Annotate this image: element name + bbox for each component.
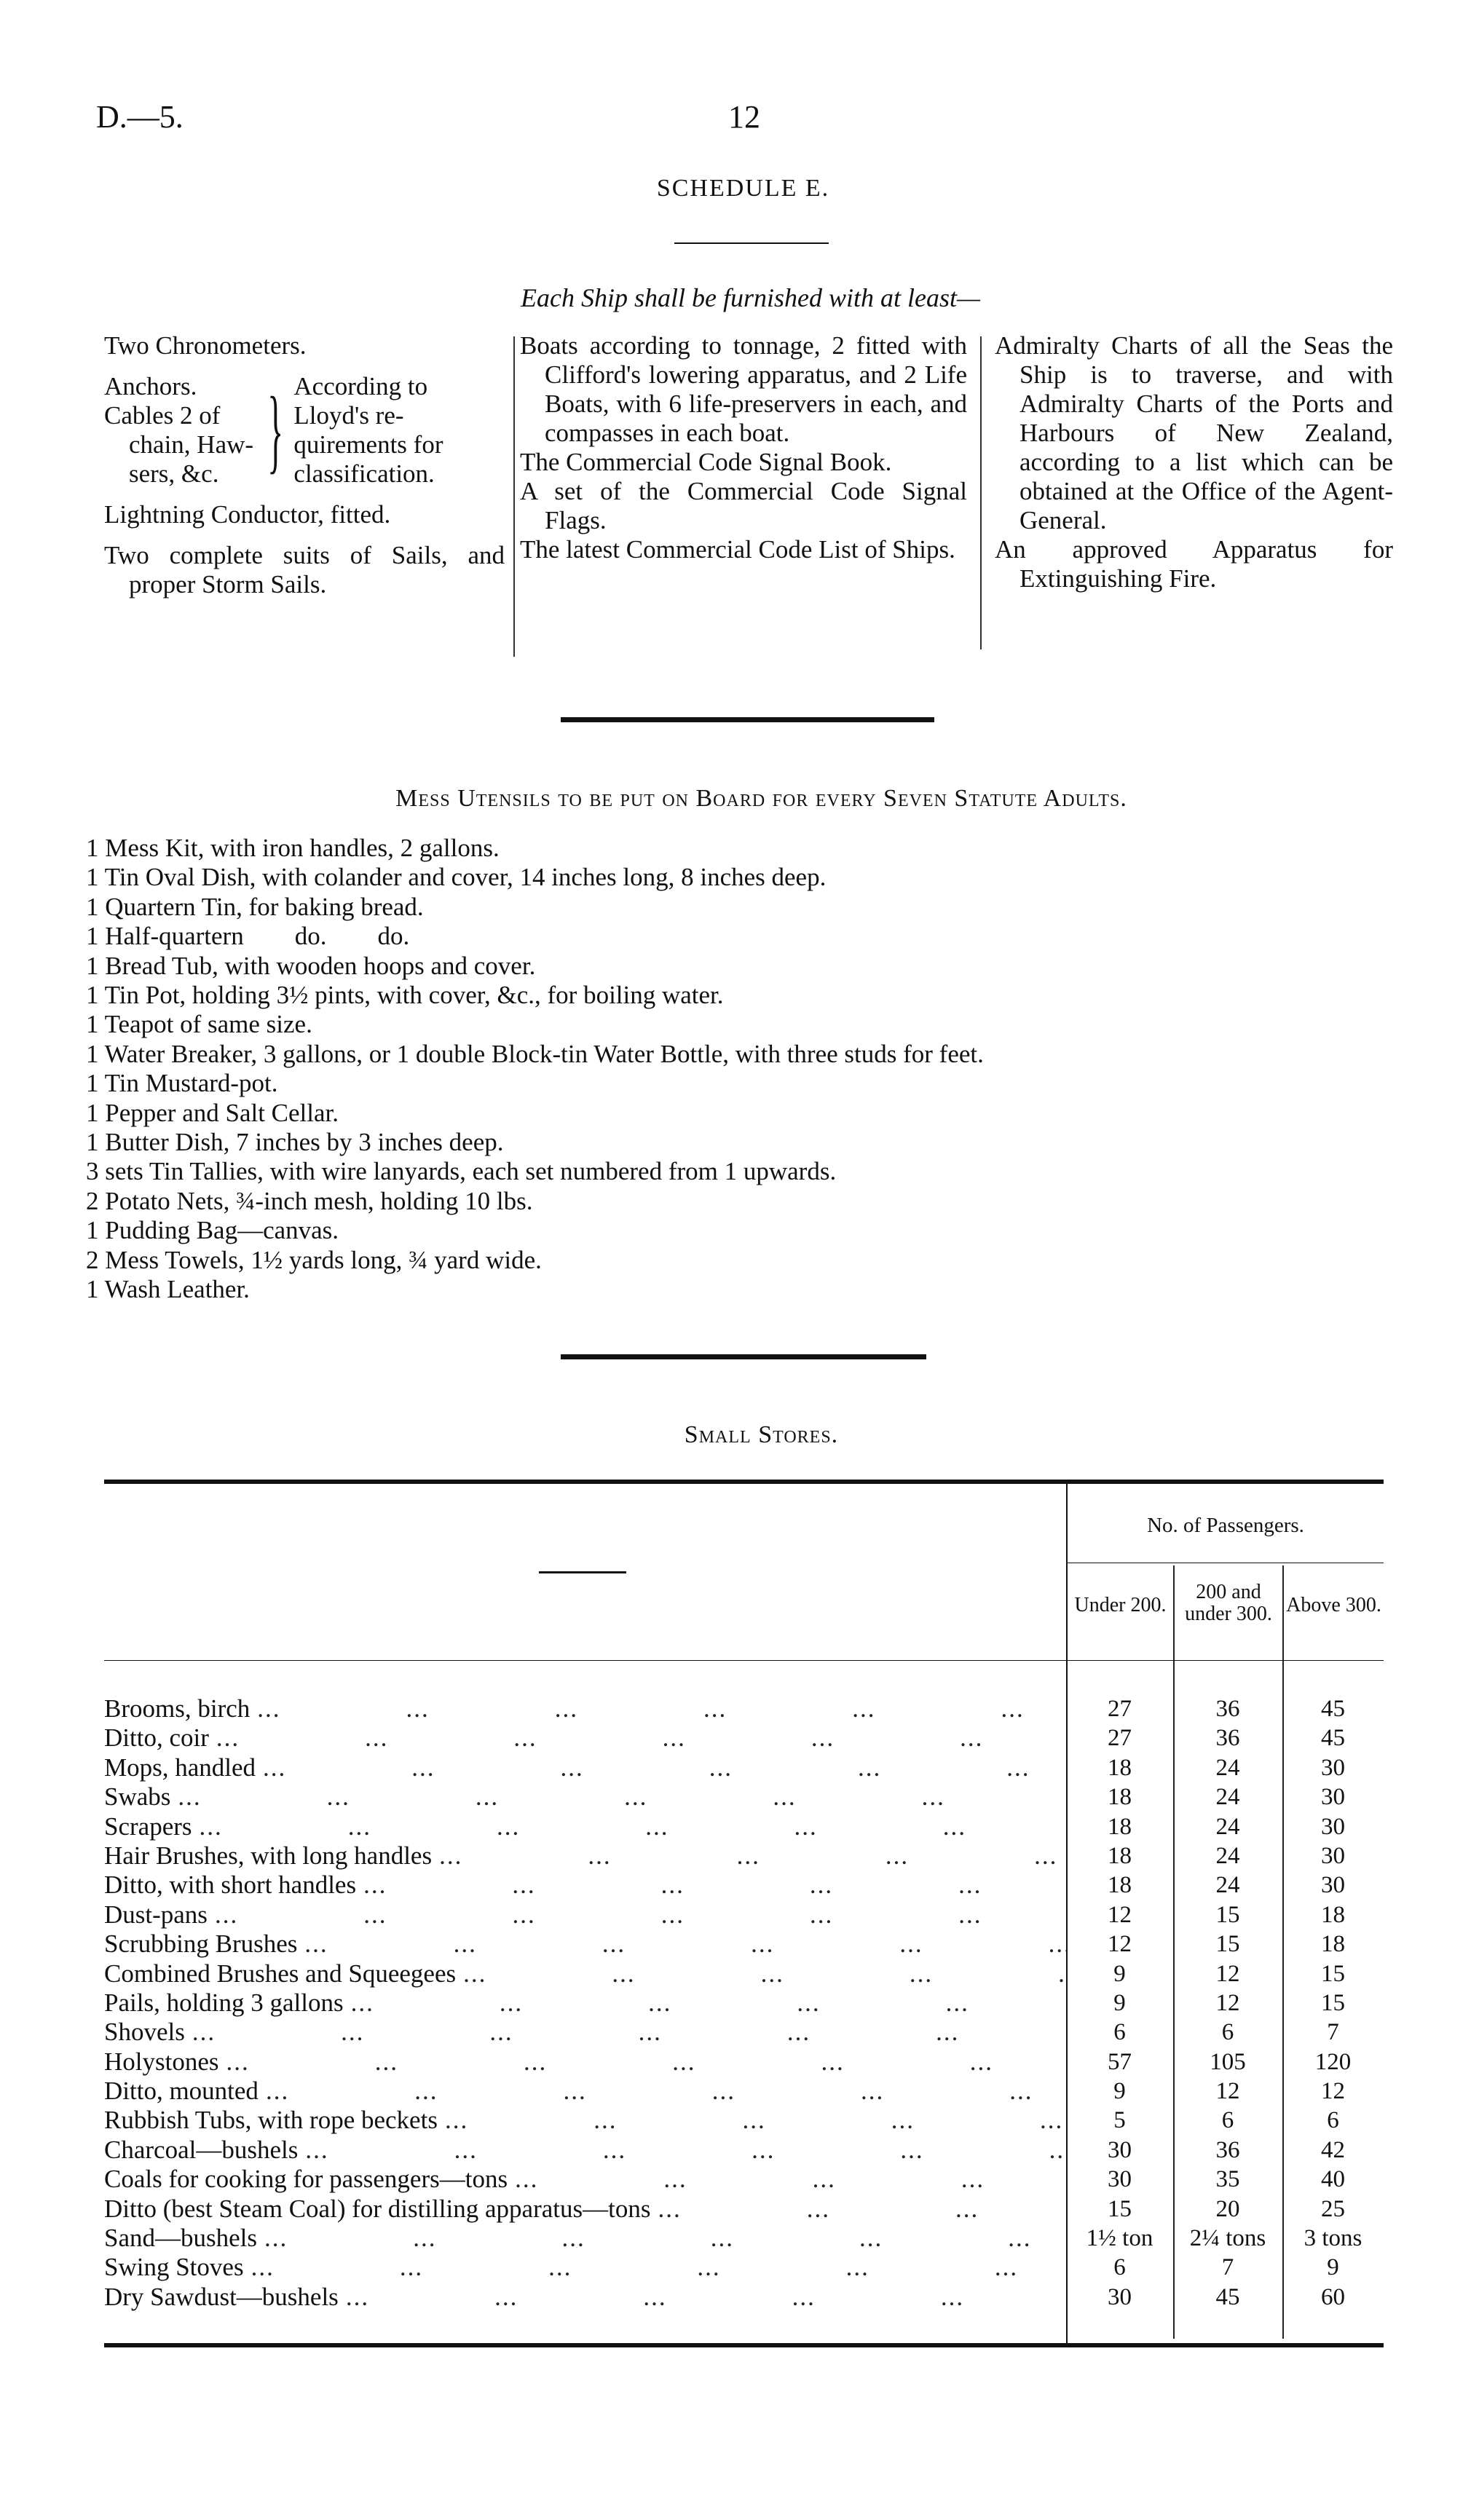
table-row — [104, 2047, 1384, 2077]
quantity-cell: 60 — [1321, 2283, 1345, 2310]
quantity-cell: 1½ ton — [1086, 2225, 1153, 2252]
quantity-cell: 30 — [1108, 2166, 1132, 2193]
quantity-cell: 18 — [1108, 1842, 1132, 1869]
column-header-200-to-300: 200 and under 300. — [1185, 1581, 1272, 1625]
store-item-name: Holystones — [104, 2047, 219, 2076]
quantity-cell: 18 — [1108, 1754, 1132, 1781]
row-label-cell — [104, 2165, 1066, 2194]
store-item-name: Scrubbing Brushes — [104, 1930, 298, 1959]
table-row — [104, 1900, 1384, 1930]
table-row — [104, 1841, 1384, 1871]
store-item-name: Scrapers — [104, 1812, 192, 1841]
row-label-cell — [104, 1782, 1066, 1812]
quantity-cell: 5 — [1113, 2107, 1126, 2134]
row-label-cell — [104, 2047, 1066, 2077]
dot-leader — [356, 1871, 1066, 1900]
header-bottom-rule — [104, 1660, 1384, 1661]
passengers-group-header: No. of Passengers. — [1147, 1514, 1304, 1537]
store-item-name: Dust-pans — [104, 1900, 208, 1929]
store-item-name: Swing Stoves — [104, 2253, 244, 2282]
brace-note-line: quirements for — [293, 430, 443, 459]
quantity-cell: 30 — [1321, 1813, 1345, 1840]
equipment-item: An approved Apparatus for Extinguishing Fire. — [995, 535, 1393, 593]
row-label-cell — [104, 2224, 1066, 2253]
quantity-cell: 45 — [1321, 1725, 1345, 1752]
quantity-cell: 6 — [1327, 2107, 1339, 2134]
quantity-cell: 18 — [1108, 1813, 1132, 1840]
store-item-name: Shovels — [104, 2018, 185, 2047]
quantity-cell: 18 — [1321, 1901, 1345, 1928]
quantity-cell: 6 — [1221, 2107, 1234, 2134]
brace-note-line: classification. — [293, 459, 435, 488]
quantity-cell: 9 — [1113, 1989, 1126, 2016]
equipment-item: Boats according to tonnage, 2 fitted with Clifford's lowering apparatus, and 2 Life Boats, with 6 life-preservers in each, and compasses in each boat. — [520, 331, 967, 447]
table-bottom-rule — [104, 2343, 1384, 2347]
store-item-name: Coals for cooking for passengers—tons — [104, 2165, 508, 2194]
quantity-cell: 12 — [1215, 1989, 1240, 2016]
table-row — [104, 1723, 1384, 1753]
equipment-item: Lightning Conductor, fitted. — [104, 500, 391, 529]
quantity-cell: 18 — [1321, 1931, 1345, 1958]
quantity-cell: 30 — [1321, 1872, 1345, 1899]
row-label-cell — [104, 2136, 1066, 2165]
quantity-cell: 12 — [1215, 1960, 1240, 1987]
mess-utensil-item: 3 sets Tin Tallies, with wire lanyards, each set numbered from 1 upwards. — [86, 1157, 837, 1186]
store-item-name: Charcoal—bushels — [104, 2135, 299, 2164]
quantity-cell: 12 — [1215, 2078, 1240, 2105]
quantity-cell: 12 — [1108, 1931, 1132, 1958]
store-item-name: Mops, handled — [104, 1753, 256, 1782]
table-row — [104, 2283, 1384, 2312]
table-row — [104, 2136, 1384, 2165]
quantity-cell: 120 — [1314, 2048, 1352, 2075]
dot-leader — [219, 2047, 1067, 2077]
quantity-cell: 30 — [1321, 1754, 1345, 1781]
store-item-name: Pails, holding 3 gallons — [104, 1988, 344, 2017]
quantity-cell: 36 — [1215, 2136, 1240, 2163]
brace-note-line: According to — [293, 372, 428, 400]
anchors-cables-group — [104, 372, 505, 489]
divider — [674, 242, 829, 244]
row-label-cell — [104, 1988, 1066, 2018]
table-row — [104, 1694, 1384, 1723]
equipment-item: Anchors. — [104, 372, 197, 400]
mess-utensil-item: 2 Potato Nets, ¾-inch mesh, holding 10 lbs. — [86, 1186, 533, 1215]
mess-utensil-item: 1 Water Breaker, 3 gallons, or 1 double Block-tin Water Bottle, with three studs for feet. — [86, 1039, 984, 1068]
small-stores-table-body — [104, 1694, 1384, 2312]
table-row — [104, 2106, 1384, 2135]
table-row — [104, 1753, 1384, 1782]
dot-leader — [208, 1900, 1066, 1930]
dot-leader — [256, 1753, 1066, 1782]
quantity-cell: 15 — [1215, 1931, 1240, 1958]
quantity-cell: 12 — [1321, 2078, 1345, 2105]
quantity-cell: 45 — [1215, 2283, 1240, 2310]
mess-utensil-item: 2 Mess Towels, 1½ yards long, ¾ yard wide. — [86, 1245, 542, 1274]
quantity-cell: 24 — [1215, 1784, 1240, 1811]
table-row — [104, 2253, 1384, 2282]
mess-utensil-item: 1 Pudding Bag—canvas. — [86, 1216, 339, 1245]
quantity-cell: 45 — [1321, 1696, 1345, 1722]
section-rule — [561, 717, 934, 722]
table-row — [104, 2077, 1384, 2106]
quantity-cell: 7 — [1221, 2254, 1234, 2281]
equipment-item: Cables 2 of — [104, 401, 221, 430]
dot-leader — [297, 1930, 1066, 1959]
store-item-name: Ditto (best Steam Coal) for distilling apparatus—tons — [104, 2194, 651, 2223]
row-label-cell — [104, 2283, 1066, 2312]
row-label-cell — [104, 1959, 1066, 1988]
store-item-name: Swabs — [104, 1782, 171, 1812]
row-label-cell — [104, 1723, 1066, 1753]
row-label-cell — [104, 1900, 1066, 1930]
row-label-cell — [104, 2195, 1066, 2224]
quantity-cell: 15 — [1215, 1901, 1240, 1928]
dot-leader — [298, 2136, 1066, 2165]
document-reference: D.—5. — [96, 99, 184, 135]
schedule-column-3 — [995, 331, 1393, 593]
equipment-item: Two complete suits of Sails, and proper Storm Sails. — [104, 541, 505, 599]
dot-leader — [344, 1988, 1066, 2018]
mess-utensil-item: 1 Bread Tub, with wooden hoops and cover. — [86, 951, 536, 980]
brace-icon: } — [267, 378, 284, 483]
row-label-cell — [104, 2077, 1066, 2106]
quantity-cell: 20 — [1215, 2195, 1240, 2222]
quantity-cell: 24 — [1215, 1842, 1240, 1869]
quantity-cell: 40 — [1321, 2166, 1345, 2193]
row-label-cell — [104, 1694, 1066, 1723]
dot-leader — [209, 1723, 1066, 1753]
quantity-cell: 15 — [1108, 2195, 1132, 2222]
table-row — [104, 1959, 1384, 1988]
row-label-cell — [104, 2253, 1066, 2282]
mess-utensil-item: 1 Butter Dish, 7 inches by 3 inches deep. — [86, 1128, 504, 1157]
quantity-cell: 30 — [1321, 1842, 1345, 1869]
quantity-cell: 105 — [1210, 2048, 1246, 2075]
quantity-cell: 27 — [1108, 1696, 1132, 1722]
quantity-cell: 42 — [1321, 2136, 1345, 2163]
dot-leader — [508, 2165, 1066, 2194]
row-label-cell — [104, 1753, 1066, 1782]
store-item-name: Ditto, mounted — [104, 2077, 259, 2106]
quantity-cell: 25 — [1321, 2195, 1345, 2222]
dot-leader — [244, 2253, 1066, 2282]
store-item-name: Ditto, coir — [104, 1723, 209, 1753]
table-top-rule — [104, 1480, 1384, 1484]
brace-note-line: Lloyd's re- — [293, 401, 404, 430]
dot-leader — [456, 1959, 1066, 1988]
brace-items — [104, 372, 257, 489]
table-row — [104, 2018, 1384, 2047]
table-row — [104, 2224, 1384, 2253]
quantity-cell: 30 — [1321, 1784, 1345, 1811]
column-divider — [980, 336, 982, 649]
table-row — [104, 2195, 1384, 2224]
mess-utensil-item: 1 Mess Kit, with iron handles, 2 gallons. — [86, 834, 500, 862]
table-row — [104, 1988, 1384, 2018]
dot-leader — [192, 1812, 1066, 1841]
mess-utensil-item: 1 Tin Oval Dish, with colander and cover, 14 inches long, 8 inches deep. — [86, 863, 827, 892]
quantity-cell: 24 — [1215, 1754, 1240, 1781]
store-item-name: Combined Brushes and Squeegees — [104, 1959, 457, 1988]
store-item-name: Sand—bushels — [104, 2224, 257, 2253]
schedule-column-2 — [520, 331, 967, 564]
store-item-name: Dry Sawdust—bushels — [104, 2282, 339, 2311]
mess-utensils-heading: Mess Utensils to be put on Board for every Seven Statute Adults. — [395, 785, 1127, 812]
section-rule — [561, 1354, 926, 1359]
schedule-title: SCHEDULE E. — [656, 175, 830, 202]
page-number: 12 — [728, 99, 760, 135]
quantity-cell: 15 — [1321, 1960, 1345, 1987]
quantity-cell: 6 — [1221, 2019, 1234, 2046]
label-column-dash — [539, 1571, 626, 1573]
row-label-cell — [104, 1812, 1066, 1841]
schedule-column-1 — [104, 331, 505, 611]
quantity-cell: 18 — [1108, 1872, 1132, 1899]
quantity-cell: 7 — [1327, 2019, 1339, 2046]
store-item-name: Brooms, birch — [104, 1694, 251, 1723]
quantity-cell: 30 — [1108, 2283, 1132, 2310]
quantity-cell: 2¼ tons — [1189, 2225, 1266, 2252]
dot-leader — [257, 2224, 1066, 2253]
table-row — [104, 1871, 1384, 1900]
quantity-cell: 9 — [1113, 2078, 1126, 2105]
store-item-name: Hair Brushes, with long handles — [104, 1841, 433, 1870]
equipment-item: chain, Haw- — [129, 430, 254, 459]
mess-utensil-item: 1 Tin Mustard-pot. — [86, 1069, 278, 1098]
dot-leader — [650, 2195, 1066, 2224]
table-row — [104, 2165, 1384, 2194]
mess-utensil-item: 1 Pepper and Salt Cellar. — [86, 1098, 339, 1127]
quantity-cell: 35 — [1215, 2166, 1240, 2193]
quantity-cell: 12 — [1108, 1901, 1132, 1928]
quantity-cell: 9 — [1113, 1960, 1126, 1987]
store-item-name: Ditto, with short handles — [104, 1871, 357, 1900]
quantity-cell: 9 — [1327, 2254, 1339, 2281]
quantity-cell: 30 — [1108, 2136, 1132, 2163]
quantity-cell: 27 — [1108, 1725, 1132, 1752]
mess-utensil-item: 1 Half-quartern do. do. — [86, 922, 410, 951]
quantity-cell: 36 — [1215, 1725, 1240, 1752]
mess-utensil-item: 1 Wash Leather. — [86, 1275, 250, 1304]
quantity-cell: 18 — [1108, 1784, 1132, 1811]
mess-utensil-item: 1 Tin Pot, holding 3½ pints, with cover, &c., for boiling water. — [86, 981, 724, 1010]
quantity-cell: 24 — [1215, 1872, 1240, 1899]
dot-leader — [438, 2106, 1066, 2135]
row-label-cell — [104, 1930, 1066, 1959]
brace-note — [293, 372, 483, 489]
table-row — [104, 1782, 1384, 1812]
equipment-item: The latest Commercial Code List of Ships. — [520, 535, 955, 564]
quantity-cell: 15 — [1321, 1989, 1345, 2016]
row-label-cell — [104, 2018, 1066, 2047]
equipment-item: The Commercial Code Signal Book. — [520, 448, 892, 476]
quantity-cell: 6 — [1113, 2254, 1126, 2281]
dot-leader — [259, 2077, 1066, 2106]
table-row — [104, 1930, 1384, 1959]
equipment-item: Two Chronometers. — [104, 331, 307, 360]
schedule-intro: Each Ship shall be furnished with at least— — [521, 283, 980, 312]
column-divider — [513, 336, 515, 657]
dot-leader — [250, 1694, 1066, 1723]
quantity-cell: 57 — [1108, 2048, 1132, 2075]
row-label-cell — [104, 2106, 1066, 2135]
mess-utensil-item: 1 Quartern Tin, for baking bread. — [86, 892, 424, 921]
quantity-cell: 6 — [1113, 2019, 1126, 2046]
column-header-above-300: Above 300. — [1286, 1594, 1381, 1616]
table-row — [104, 1812, 1384, 1841]
equipment-item: Admiralty Charts of all the Seas the Ship is to traverse, and with Admiralty Charts of the Ports and Harbours of New Zealand, according to a list which can be obtained at the Office of the Agent-General. — [995, 331, 1393, 534]
quantity-cell: 3 tons — [1304, 2225, 1362, 2252]
dot-leader — [170, 1782, 1066, 1812]
dot-leader — [185, 2018, 1066, 2047]
row-label-cell — [104, 1841, 1066, 1871]
mess-utensils-list — [86, 834, 984, 1305]
dot-leader — [339, 2283, 1066, 2312]
dot-leader — [432, 1841, 1066, 1871]
row-label-cell — [104, 1871, 1066, 1900]
equipment-item: A set of the Commercial Code Signal Flags. — [520, 477, 967, 534]
mess-utensil-item: 1 Teapot of same size. — [86, 1010, 312, 1039]
column-header-under-200: Under 200. — [1074, 1594, 1167, 1616]
equipment-item: sers, &c. — [129, 459, 219, 488]
store-item-name: Rubbish Tubs, with rope beckets — [104, 2106, 438, 2135]
small-stores-heading: Small Stores. — [684, 1421, 839, 1448]
quantity-cell: 24 — [1215, 1813, 1240, 1840]
quantity-cell: 36 — [1215, 1696, 1240, 1722]
